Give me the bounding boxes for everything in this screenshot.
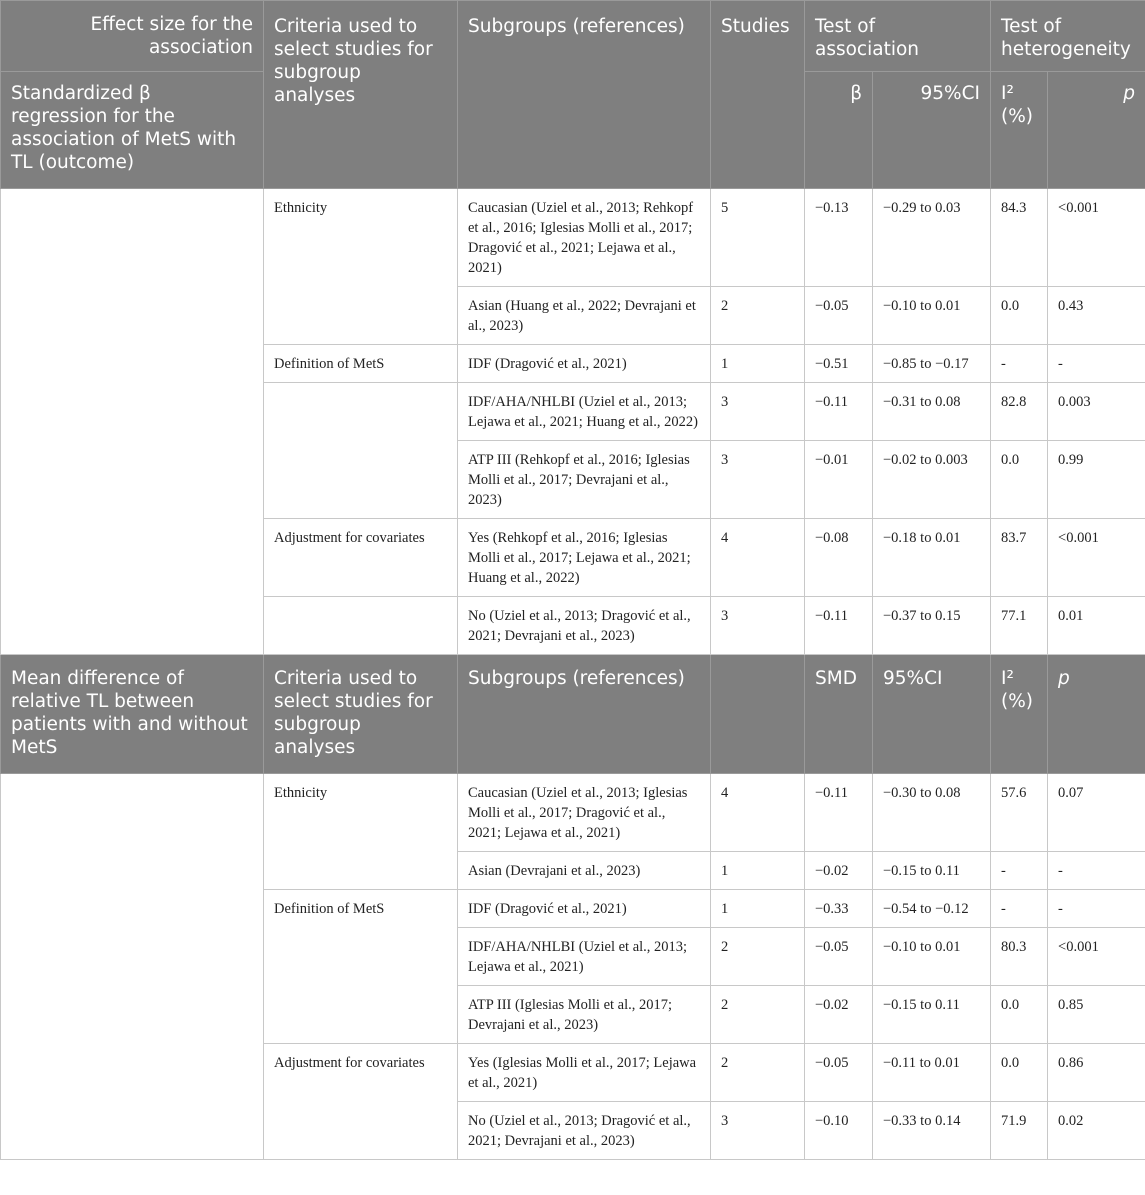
p-cell: 0.85 [1048, 986, 1145, 1044]
studies-cell: 2 [711, 287, 805, 345]
estimate-cell: −0.10 [805, 1102, 873, 1160]
i2-cell: - [991, 890, 1048, 928]
criteria-cell: Ethnicity [264, 774, 458, 890]
i2-cell: - [991, 345, 1048, 383]
i2-cell: 0.0 [991, 441, 1048, 519]
ci-cell: −0.37 to 0.15 [873, 597, 991, 655]
table-row [1, 774, 1145, 852]
p-cell: - [1048, 345, 1145, 383]
criteria-header: Criteria used to select studies for subgroup analyses [264, 1, 458, 189]
subgroup-cell: Asian (Devrajani et al., 2023) [458, 852, 711, 890]
p-cell: 0.43 [1048, 287, 1145, 345]
criteria-cell: Adjustment for covariates [264, 519, 458, 597]
criteria-cell: Definition of MetS [264, 890, 458, 1044]
subgroup-cell: IDF (Dragović et al., 2021) [458, 890, 711, 928]
test-heterogeneity-header: Test of heterogeneity [991, 1, 1145, 72]
estimate-cell: −0.05 [805, 1044, 873, 1102]
ci-cell: −0.10 to 0.01 [873, 928, 991, 986]
i2-cell: 57.6 [991, 774, 1048, 852]
section1-title: Standardized β regression for the association of MetS with TL (outcome) [1, 72, 264, 189]
studies-cell: 1 [711, 890, 805, 928]
estimate-cell: −0.11 [805, 774, 873, 852]
section2-blank-cell [1, 774, 264, 1160]
p-cell: <0.001 [1048, 928, 1145, 986]
estimate-cell: −0.51 [805, 345, 873, 383]
subgroup-cell: ATP III (Rehkopf et al., 2016; Iglesias Molli et al., 2017; Devrajani et al., 2023) [458, 441, 711, 519]
p-cell: <0.001 [1048, 519, 1145, 597]
subgroup-cell: IDF (Dragović et al., 2021) [458, 345, 711, 383]
estimate-cell: −0.02 [805, 852, 873, 890]
ci-cell: −0.18 to 0.01 [873, 519, 991, 597]
p-cell: 0.07 [1048, 774, 1145, 852]
p-cell: - [1048, 852, 1145, 890]
studies-cell: 3 [711, 1102, 805, 1160]
i2-cell: 0.0 [991, 986, 1048, 1044]
section1-blank-cell [1, 189, 264, 655]
i2-cell: 82.8 [991, 383, 1048, 441]
criteria-cell: Definition of MetS [264, 345, 458, 383]
studies-cell: 2 [711, 986, 805, 1044]
criteria-cell: Ethnicity [264, 189, 458, 345]
section2-ci-header: 95%CI [873, 655, 991, 774]
studies-cell: 2 [711, 1044, 805, 1102]
ci-cell: −0.11 to 0.01 [873, 1044, 991, 1102]
i2-cell: 0.0 [991, 287, 1048, 345]
ci-cell: −0.54 to −0.12 [873, 890, 991, 928]
estimate-cell: −0.13 [805, 189, 873, 287]
subgroup-cell: Asian (Huang et al., 2022; Devrajani et al., 2023) [458, 287, 711, 345]
estimate-cell: −0.01 [805, 441, 873, 519]
subgroup-cell: Yes (Rehkopf et al., 2016; Iglesias Molli et al., 2017; Lejawa et al., 2021; Huang et al., 2022) [458, 519, 711, 597]
estimate-cell: −0.05 [805, 287, 873, 345]
i2-cell: 77.1 [991, 597, 1048, 655]
test-association-header: Test of association [805, 1, 991, 72]
subgroup-cell: Caucasian (Uziel et al., 2013; Iglesias Molli et al., 2017; Dragović et al., 2021; Lejawa et al., 2021) [458, 774, 711, 852]
studies-cell: 2 [711, 928, 805, 986]
i2-cell: 71.9 [991, 1102, 1048, 1160]
i2-cell: 84.3 [991, 189, 1048, 287]
p-header: p [1048, 72, 1145, 189]
section2-p-header: p [1048, 655, 1145, 774]
section2-title: Mean difference of relative TL between patients with and without MetS [1, 655, 264, 774]
section2-header-row [1, 655, 1145, 774]
subgroup-cell: No (Uziel et al., 2013; Dragović et al., 2021; Devrajani et al., 2023) [458, 1102, 711, 1160]
i2-cell: 0.0 [991, 1044, 1048, 1102]
ci-cell: −0.15 to 0.11 [873, 986, 991, 1044]
subgroup-cell: Yes (Iglesias Molli et al., 2017; Lejawa et al., 2021) [458, 1044, 711, 1102]
estimate-cell: −0.11 [805, 597, 873, 655]
criteria-cell: Adjustment for covariates [264, 1044, 458, 1160]
studies-cell: 5 [711, 189, 805, 287]
studies-cell: 3 [711, 597, 805, 655]
ci-cell: −0.31 to 0.08 [873, 383, 991, 441]
ci-cell: −0.15 to 0.11 [873, 852, 991, 890]
estimate-cell: −0.33 [805, 890, 873, 928]
i2-cell: 80.3 [991, 928, 1048, 986]
header-row-1 [1, 1, 1145, 72]
effect-size-header: Effect size for the association [1, 1, 264, 72]
p-cell: 0.01 [1048, 597, 1145, 655]
ci-cell: −0.02 to 0.003 [873, 441, 991, 519]
subgroup-cell: ATP III (Iglesias Molli et al., 2017; Devrajani et al., 2023) [458, 986, 711, 1044]
studies-cell: 4 [711, 519, 805, 597]
ci-cell: −0.33 to 0.14 [873, 1102, 991, 1160]
i2-header: I² (%) [991, 72, 1048, 189]
p-cell: 0.86 [1048, 1044, 1145, 1102]
p-cell: - [1048, 890, 1145, 928]
ci-cell: −0.30 to 0.08 [873, 774, 991, 852]
p-cell: 0.003 [1048, 383, 1145, 441]
studies-cell: 3 [711, 441, 805, 519]
p-cell: <0.001 [1048, 189, 1145, 287]
subgroup-cell: IDF/AHA/NHLBI (Uziel et al., 2013; Lejawa et al., 2021) [458, 928, 711, 986]
studies-cell: 4 [711, 774, 805, 852]
criteria-cell [264, 383, 458, 519]
p-cell: 0.02 [1048, 1102, 1145, 1160]
ci-cell: −0.29 to 0.03 [873, 189, 991, 287]
studies-cell: 1 [711, 852, 805, 890]
studies-cell: 3 [711, 383, 805, 441]
i2-cell: 83.7 [991, 519, 1048, 597]
studies-header: Studies [711, 1, 805, 189]
estimate-cell: −0.05 [805, 928, 873, 986]
criteria-cell [264, 597, 458, 655]
ci-header: 95%CI [873, 72, 991, 189]
subgroup-cell: No (Uziel et al., 2013; Dragović et al., 2021; Devrajani et al., 2023) [458, 597, 711, 655]
subgroups-header: Subgroups (references) [458, 1, 711, 189]
estimate-cell: −0.11 [805, 383, 873, 441]
section2-studies-header [711, 655, 805, 774]
i2-cell: - [991, 852, 1048, 890]
studies-cell: 1 [711, 345, 805, 383]
estimate-cell: −0.08 [805, 519, 873, 597]
smd-header: SMD [805, 655, 873, 774]
ci-cell: −0.10 to 0.01 [873, 287, 991, 345]
section2-i2-header: I² (%) [991, 655, 1048, 774]
subgroup-cell: IDF/AHA/NHLBI (Uziel et al., 2013; Lejawa et al., 2021; Huang et al., 2022) [458, 383, 711, 441]
subgroup-cell: Caucasian (Uziel et al., 2013; Rehkopf et al., 2016; Iglesias Molli et al., 2017; Dragović et al., 2021; Lejawa et al., 2021) [458, 189, 711, 287]
estimate-cell: −0.02 [805, 986, 873, 1044]
ci-cell: −0.85 to −0.17 [873, 345, 991, 383]
section2-subgroups-header: Subgroups (references) [458, 655, 711, 774]
p-cell: 0.99 [1048, 441, 1145, 519]
section2-criteria-header: Criteria used to select studies for subgroup analyses [264, 655, 458, 774]
table-row [1, 189, 1145, 287]
beta-header: β [805, 72, 873, 189]
